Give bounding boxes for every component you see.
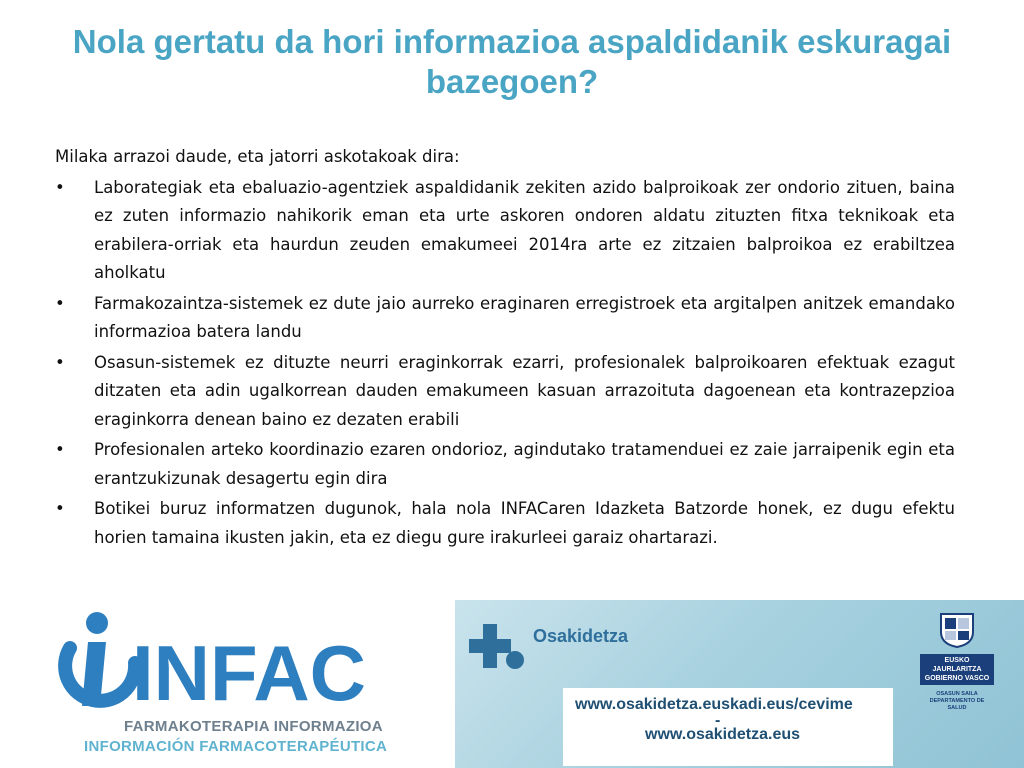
infac-line2: INFORMACIÓN FARMACOTERAPÉUTICA xyxy=(84,738,388,755)
bullet-icon: • xyxy=(55,177,65,197)
osakidetza-banner xyxy=(455,600,1024,768)
cevime-link[interactable]: www.osakidetza.euskadi.eus/cevime xyxy=(575,696,853,713)
slide-title: Nola gertatu da hori informazioa aspaldidanik eskuragai bazegoen? xyxy=(72,23,952,100)
url-separator: - xyxy=(715,712,721,729)
list-item xyxy=(55,349,955,435)
gobierno-vasco-logo xyxy=(920,610,994,712)
gov-badge-line1: EUSKO JAURLARITZA xyxy=(932,657,982,673)
list-item xyxy=(55,495,955,552)
coat-of-arms-icon xyxy=(935,610,979,648)
gov-badge-line2: GOBIERNO VASCO xyxy=(924,675,990,682)
bullet-icon: • xyxy=(55,293,65,313)
bullet-text: Osasun-sistemek ez dituzte neurri eraginkorrak ezarri, profesionalek balproikoaren efektuak ezagut ditzaten eta adin ugalkorrean dauden emakumeen kasuan arrazoituta dagoenean eta kontrazepzioa eraginkorra denean baino ez dezaten erabili xyxy=(94,352,955,429)
osakidetza-name: Osakidetza xyxy=(533,626,629,646)
list-item xyxy=(55,290,955,347)
intro-text: Milaka arrazoi daude, eta jatorri askotakoak dira: xyxy=(55,147,460,166)
bullet-icon: • xyxy=(55,352,65,372)
slide-body xyxy=(55,143,955,554)
gov-department xyxy=(920,691,994,712)
osakidetza-link[interactable]: www.osakidetza.eus xyxy=(645,726,801,743)
bullet-text: Botikei buruz informatzen dugunok, hala nola INFACaren Idazketa Batzorde honek, ez dugu efektu horien tamaina ikusten jakin, eta ez diegu gure irakurleei garaiz ohartarazi. xyxy=(94,499,955,547)
osakidetza-logo-icon xyxy=(469,624,529,684)
bullet-icon: • xyxy=(55,499,65,518)
list-item xyxy=(55,436,955,493)
gov-badge xyxy=(920,654,994,685)
infac-logo xyxy=(40,608,388,763)
gov-dept-line2: DEPARTAMENTO DE SALUD xyxy=(929,698,985,711)
list-item xyxy=(55,174,955,288)
bullet-list xyxy=(55,174,955,553)
bullet-text: Profesionalen arteko koordinazio ezaren ondorioz, agindutako tratamenduei ez zaie jarraipenik egin eta erantzukizunak desagertu egin dira xyxy=(94,440,955,488)
infac-line1: FARMAKOTERAPIA INFORMAZIOA xyxy=(124,718,383,735)
gov-dept-line1: OSASUN SAILA xyxy=(936,691,978,697)
infac-wordmark-icon xyxy=(40,608,380,718)
bullet-text: Laborategiak eta ebaluazio-agentziek aspaldidanik zekiten azido balproikoak zer ondorio zituen, baina ez zuten informazio nahikorik eman eta urte askoren ondoren aldatu zituzten fitxa teknikoak eta erabilera-orriak eta haurdun zeuden emakumeei 2014ra arte ez zitzaien balproikoa ez erabiltzea aholkatu xyxy=(94,177,955,282)
bullet-icon: • xyxy=(55,440,65,459)
bullet-text: Farmakozaintza-sistemek ez dute jaio aurreko eraginaren erregistroek eta argitalpen anitzek emandako informazioa batera landu xyxy=(94,293,955,341)
infac-wordmark-text: INFAC xyxy=(132,629,366,717)
